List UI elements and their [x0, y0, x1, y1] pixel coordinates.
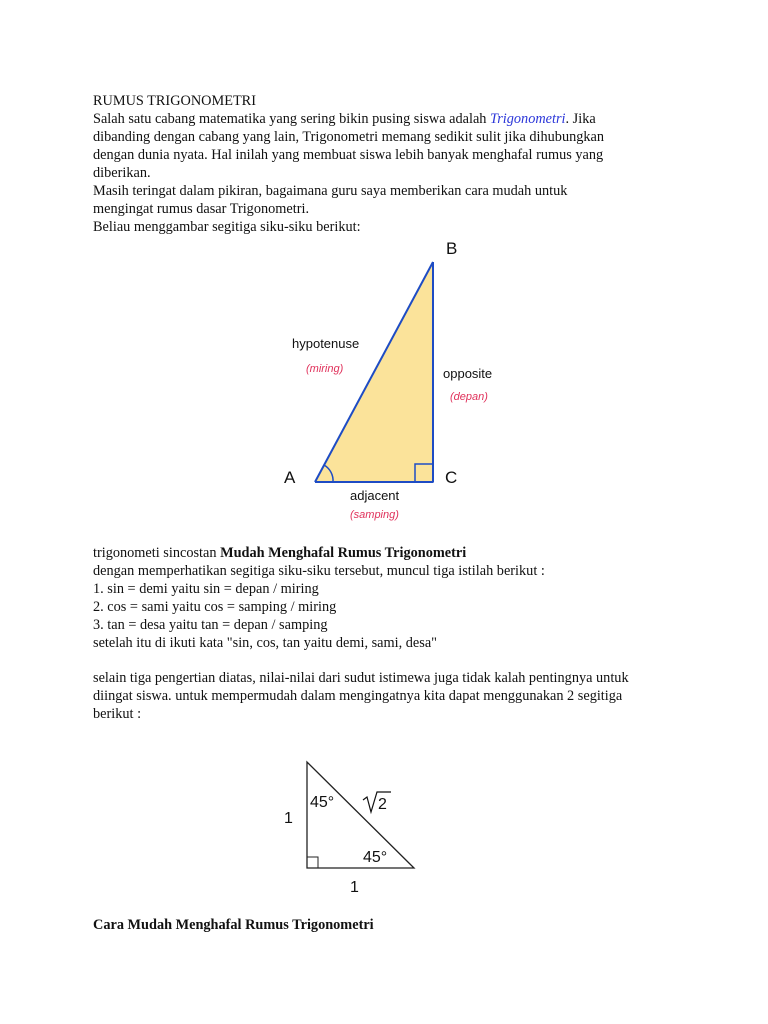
triangle-45-outline — [307, 762, 414, 868]
trigonometri-link[interactable]: Trigonometri — [490, 111, 566, 127]
triangle-45-left-side-label: 1 — [284, 810, 293, 827]
mnemonic-line: setelah itu di ikuti kata "sin, cos, tan yaitu demi, sami, desa" — [93, 635, 438, 651]
intro-line-4: diberikan. — [93, 165, 151, 181]
adjacent-indonesian-label: (samping) — [350, 509, 399, 521]
intro-line-3: dengan dunia nyata. Hal inilah yang membuat siswa lebih banyak menghafal rumus yang — [93, 147, 604, 163]
formula-sin: 1. sin = demi yaitu sin = depan / miring — [93, 581, 319, 597]
section3-line-2: diingat siswa. untuk mempermudah dalam mengingatnya kita dapat menggunakan 2 segitiga — [93, 688, 623, 704]
section3-line-1: selain tiga pengertian diatas, nilai-nilai dari sudut istimewa juga tidak kalah pentingnya untuk — [93, 670, 629, 686]
vertex-c-label: C — [445, 468, 458, 487]
intro-line-1 — [93, 110, 596, 128]
section2-bold-heading: Mudah Menghafal Rumus Trigonometri — [220, 545, 467, 561]
opposite-indonesian-label: (depan) — [450, 391, 488, 403]
triangle-45-right-angle-mark — [307, 857, 318, 868]
right-triangle-diagram — [270, 232, 510, 532]
formula-tan: 3. tan = desa yaitu tan = depan / samping — [93, 617, 328, 633]
section2-line-2: dengan memperhatikan segitiga siku-siku tersebut, muncul tiga istilah berikut : — [93, 563, 545, 579]
hypotenuse-indonesian-label: (miring) — [306, 363, 344, 375]
vertex-b-label: B — [446, 239, 458, 258]
triangle-45-hypotenuse-label: 2 — [378, 796, 387, 813]
section2-line-1 — [93, 544, 466, 562]
intro-line-5: Masih teringat dalam pikiran, bagaimana guru saya memberikan cara mudah untuk — [93, 183, 568, 199]
intro-line-1-end: . Jika — [565, 111, 596, 127]
triangle-45-bottom-angle-label: 45° — [363, 849, 388, 866]
section2-prefix: trigonometi sincostan — [93, 545, 221, 561]
formula-cos: 2. cos = sami yaitu cos = samping / miring — [93, 599, 337, 615]
section3-line-3: berikut : — [93, 706, 142, 722]
triangle-45-top-angle-label: 45° — [310, 794, 335, 811]
triangle-45-bottom-side-label: 1 — [350, 879, 359, 896]
adjacent-label: adjacent — [350, 488, 400, 503]
intro-line-2: dibanding dengan cabang yang lain, Trigonometri memang sedikit sulit jika dihubungkan — [93, 129, 605, 145]
opposite-label: opposite — [443, 366, 493, 381]
intro-line-6: mengingat rumus dasar Trigonometri. — [93, 201, 310, 217]
hypotenuse-label: hypotenuse — [292, 336, 360, 351]
intro-line-7: Beliau menggambar segitiga siku-siku berikut: — [93, 219, 361, 235]
footer-heading: Cara Mudah Menghafal Rumus Trigonometri — [93, 917, 374, 933]
special-angle-triangle-45 — [276, 752, 426, 900]
intro-line-1-start: Salah satu cabang matematika yang sering bikin pusing siswa adalah — [93, 111, 491, 127]
vertex-a-label: A — [284, 468, 296, 487]
document-title: RUMUS TRIGONOMETRI — [93, 93, 256, 109]
